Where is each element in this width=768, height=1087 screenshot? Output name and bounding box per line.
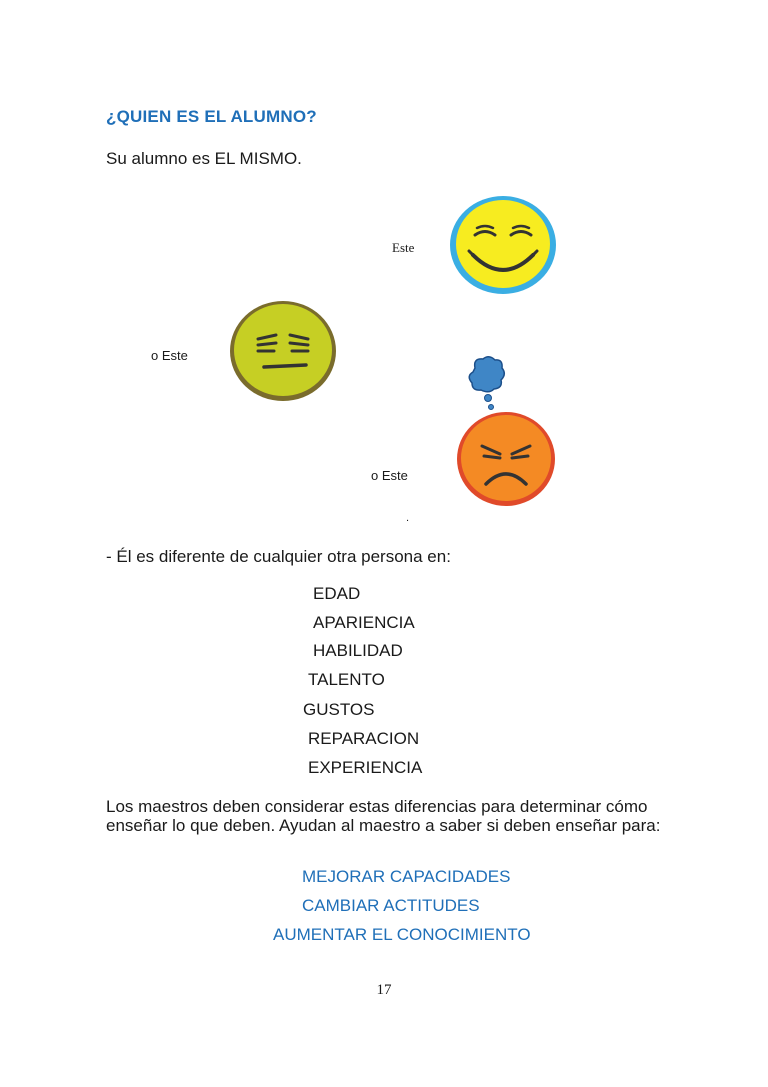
stray-dot: .: [406, 512, 410, 524]
intro-text: Su alumno es EL MISMO.: [106, 149, 302, 168]
trait-item: APARIENCIA: [313, 613, 415, 632]
angry-face-icon: [456, 410, 556, 508]
goal-item: MEJORAR CAPACIDADES: [302, 867, 511, 886]
happy-face-icon: [447, 193, 559, 297]
paragraph-text: Los maestros deben considerar estas diferencias para determinar cómo enseñar lo que deben. Ayudan al maestro a saber si deben enseñar para:: [106, 797, 661, 835]
thought-cloud-icon: [467, 356, 507, 416]
trait-item: GUSTOS: [303, 700, 375, 719]
angry-face-label: o Este: [371, 468, 408, 483]
goal-item: AUMENTAR EL CONOCIMIENTO: [273, 925, 531, 944]
trait-item: TALENTO: [308, 670, 385, 689]
neutral-face-icon: [228, 299, 338, 403]
neutral-face-label: o Este: [151, 348, 188, 363]
happy-face-label: Este: [392, 240, 415, 255]
trait-item: EDAD: [313, 584, 361, 603]
page-heading: ¿QUIEN ES EL ALUMNO?: [106, 107, 317, 126]
difference-line: - Él es diferente de cualquier otra persona en:: [106, 547, 451, 566]
page-number: 17: [376, 982, 392, 998]
goal-item: CAMBIAR ACTITUDES: [302, 896, 480, 915]
trait-item: REPARACION: [308, 729, 420, 748]
trait-item: EXPERIENCIA: [308, 758, 423, 777]
trait-item: HABILIDAD: [313, 641, 403, 660]
